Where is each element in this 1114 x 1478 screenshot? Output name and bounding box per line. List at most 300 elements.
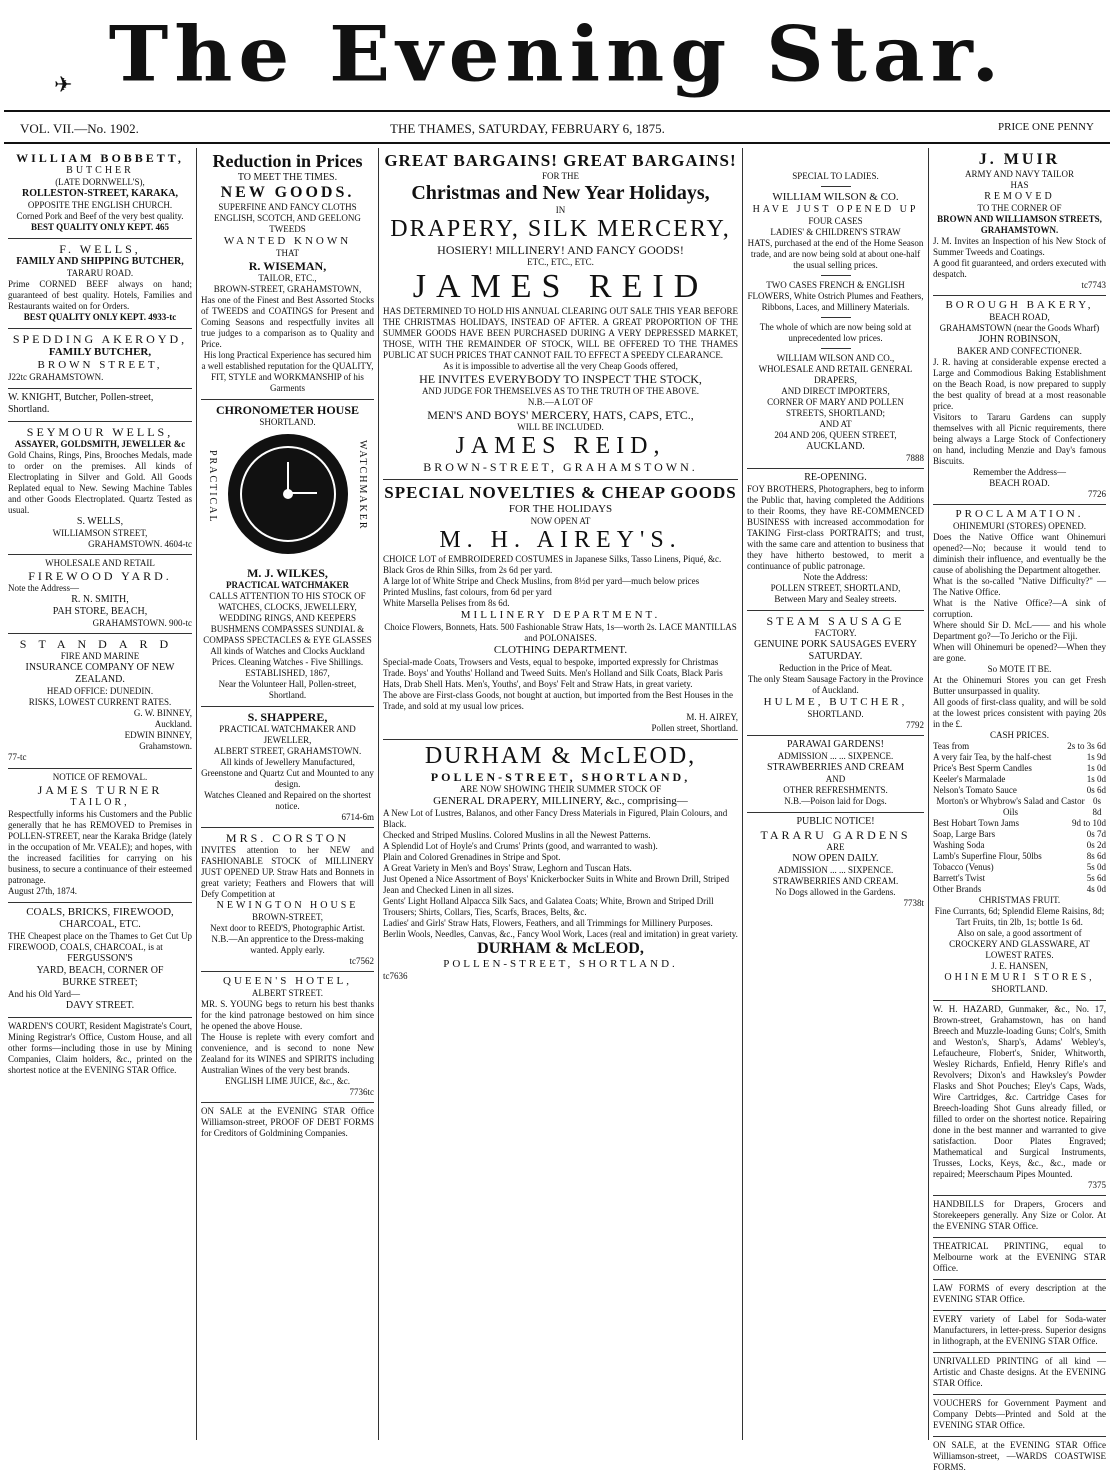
ad-heading: JAMES REID: [412, 268, 709, 305]
price-row: [933, 829, 1106, 840]
ad-line: Note the Address:: [803, 572, 868, 582]
ad-line: Near the Volunteer Hall, Pollen-street, Shortland.: [218, 679, 357, 700]
ad-line: YARD, BEACH, CORNER OF: [36, 965, 164, 976]
ad-line: STRAWBERRIES AND CREAM.: [772, 876, 899, 886]
ad-line: ASSAYER, GOLDSMITH, JEWELLER &c: [14, 439, 186, 449]
ad-line: M. H. AIREY,: [686, 712, 738, 722]
column-5: [929, 148, 1110, 1472]
ad-line: AND DIRECT IMPORTERS,: [781, 386, 890, 396]
ad-ref: GRAHAMSTOWN. 900-tc: [92, 618, 192, 628]
price-row: [933, 763, 1106, 774]
ad-line: SUPERFINE AND FANCY CLOTHS: [218, 202, 357, 212]
price-item: Washing Soda: [933, 840, 985, 850]
ad-body: N.B.—An apprentice to the Dress-making wanted. Apply early.: [211, 934, 364, 955]
ad-body: Gents' Light Holland Alpacca Silk Sacs, and Galatea Coats; White, Brown and Striped Drill Trousers; Shirts, Collars, Ties, Scarfs, Braces, Belts, &c.: [383, 896, 714, 917]
ad-line: ARE: [826, 842, 845, 852]
dateline-rule: [4, 142, 1110, 144]
ad-firewood-yard: [8, 555, 192, 634]
small-ads: [933, 1196, 1106, 1478]
price-row: [933, 741, 1106, 752]
ad-line: As it is impossible to advertise all the very Cheap Goods offered,: [443, 361, 678, 371]
ad-heading: PROCLAMATION.: [955, 508, 1084, 520]
ad-ref: J22tc GRAHAMSTOWN.: [8, 372, 104, 382]
ad-line: S. WELLS,: [76, 516, 124, 527]
ad-heading: BOROUGH BAKERY,: [945, 299, 1094, 311]
ad-line: WHOLESALE AND RETAIL: [45, 558, 155, 568]
ad-wells-butcher: [8, 239, 192, 329]
ad-line: DAVY STREET.: [65, 1000, 135, 1011]
ad-heading: TARARU GARDENS: [760, 828, 911, 842]
dateline: [0, 118, 1114, 142]
price-value: 0s 6d: [1086, 785, 1106, 795]
newspaper-title: The Evening Star.: [108, 9, 1006, 99]
ad-body: FOY BROTHERS, Photographers, beg to inform the Public that, having completed the Additions to their Rooms, they have RE-COMMENCED BUSINESS with increased accommodation for TAKING First-class PORTRAITS; and trust, with the same care and attention to business that they have hitherto bestowed, to merit a continuance of public patronage.: [747, 484, 924, 571]
ad-line: FACTORY.: [814, 628, 857, 638]
ad-heading: STEAM SAUSAGE: [766, 614, 905, 628]
ad-ref: tc7636: [383, 971, 408, 981]
price-item: Best Hobart Town Jams: [933, 818, 1019, 828]
ad-subheading: CASH PRICES.: [989, 730, 1050, 740]
ad-line: OPPOSITE THE ENGLISH CHURCH.: [27, 200, 173, 210]
ad-body: TWO CASES FRENCH & ENGLISH FLOWERS, White Ostrich Plumes and Feathers, Ribbons, Laces, and Millinery Materials.: [747, 280, 924, 312]
ad-line: FOUR CASES: [808, 216, 863, 226]
ad-line: WILLIAM WILSON AND CO.,: [776, 353, 895, 363]
price-item: Barrett's Twist: [933, 873, 986, 883]
ad-line: NOW OPEN DAILY.: [792, 853, 879, 864]
ad-body: J. M. Invites an Inspection of his New Stock of Summer Tweeds and Coatings.: [933, 236, 1106, 257]
small-notice: ON SALE, at the EVENING STAR Office Williamson-street, —WARDS COASTWISE FORMS.: [933, 1440, 1106, 1472]
ad-ref: GRAHAMSTOWN. 4604-tc: [88, 539, 192, 549]
ad-line: 204 AND 206, QUEEN STREET,: [774, 430, 897, 440]
ad-body: Ladies' and Girls' Straw Hats, Flowers, Feathers, and all Trimmings for Millinery Purposes.: [383, 918, 713, 928]
ad-line: RISKS, LOWEST CURRENT RATES.: [28, 697, 172, 707]
ad-line: POLLEN-STREET, SHORTLAND.: [443, 958, 678, 970]
ad-line: Next door to REED'S, Photographic Artist.: [210, 923, 365, 933]
ad-line: JEWELLER,: [263, 735, 312, 745]
ad-line: TO THE CORNER OF: [977, 203, 1062, 213]
price-value: 0s 8d: [1092, 796, 1102, 817]
ad-body: HAS DETERMINED TO HOLD HIS ANNUAL CLEARING OUT SALE THIS YEAR BEFORE THE CHRISTMAS HOLIDAYS, INSTEAD OF AFTER. A GREAT PROPORTION OF THE SUMMER GOODS HAVE BEEN PURCHASED DURING A VERY DEPRESSED MARKET, THOSE, WITH THE REMAINDER OF STOCK, WILL BE OFFERED TO THE THAMES PUBLIC AT SUCH PRICES THAT CANNOT FAIL TO EFFECT A SPEEDY CLEARANCE.: [383, 306, 738, 360]
ad-borough-bakery: [933, 296, 1106, 505]
ad-body: A New Lot of Lustres, Balanos, and other Fancy Dress Materials in Figured, Plain Colours, and Black.: [383, 808, 728, 829]
ad-heading: SEYMOUR WELLS,: [26, 425, 174, 439]
ad-body: All kinds of Watches and Clocks Auckland Prices. Cleaning Watches - Five Shillings.: [210, 646, 365, 667]
ad-line: BROWN-STREET,: [251, 912, 324, 922]
ad-line: SHORTLAND.: [991, 984, 1048, 994]
ad-foy-brothers: [747, 469, 924, 611]
price-item: Nelson's Tomato Sauce: [933, 785, 1017, 795]
ad-line: BROWN STREET,: [37, 359, 163, 371]
ad-line: So MOTE IT BE.: [987, 664, 1052, 674]
ad-line: FOR THE HOLIDAYS: [508, 503, 613, 515]
ad-line: N.B.—Poison laid for Dogs.: [784, 796, 887, 806]
ad-line: TAILOR,: [70, 797, 130, 808]
ad-heading: DURHAM & McLEOD,: [477, 940, 644, 957]
ad-heading: Reduction in Prices: [212, 151, 363, 171]
ad-body: A Splendid Lot of Hoyle's and Crums' Prints (good, and warranted to wash).: [383, 841, 658, 851]
ad-body: ON SALE at the EVENING STAR Office Williamson-street, PROOF OF DEBT FORMS for Creditors of Goldmining Companies.: [201, 1106, 374, 1138]
price-row: [933, 752, 1106, 763]
ad-body: What is the Native Office?—A sink of corruption.: [933, 598, 1106, 619]
ad-body: THE Cheapest place on the Thames to Get Cut Up FIREWOOD, COALS, CHARCOAL, is at: [8, 931, 192, 952]
price-item: Keeler's Marmalade: [933, 774, 1006, 784]
ad-line: MEN'S AND BOYS' MERCERY, HATS, CAPS, ETC.,: [427, 408, 694, 422]
ad-line: CORNER OF MARY AND POLLEN STREETS, SHORTLAND;: [767, 397, 904, 418]
ad-body: Does the Native Office want Ohinemuri opened?—No; because it would tend to diminish their influence, and eventually be the cause of abolishing the Department altogether.: [933, 532, 1106, 575]
price-item: Soap, Large Bars: [933, 829, 996, 839]
ad-body: Just Opened a Nice Assortment of Boys' Knickerbocker Suits in White and Brown Drill, Striped Jean and Checked Linen in all sizes.: [383, 874, 730, 895]
ad-body: The whole of which are now being sold at unprecedented low prices.: [759, 322, 912, 343]
ad-line: FAMILY AND SHIPPING BUTCHER,: [16, 256, 184, 267]
price-item: Lamb's Superfine Flour, 50lbs: [933, 851, 1042, 861]
ad-ref: tc7562: [349, 956, 374, 966]
column-2: [197, 148, 378, 1440]
ad-ref: tc7743: [1081, 280, 1106, 290]
ad-line: FIRE AND MARINE: [60, 651, 140, 661]
ad-heading: DRAPERY, SILK MERCERY,: [390, 216, 731, 242]
ad-line: WHOLESALE AND RETAIL GENERAL DRAPERS,: [758, 364, 913, 385]
price-value: 9d to 10d: [1071, 818, 1106, 828]
price-value: 0s 7d: [1086, 829, 1106, 839]
ad-line: Note the Address—: [8, 583, 79, 593]
ad-line: HEAD OFFICE: DUNEDIN.: [46, 686, 154, 696]
ad-wilkes: [201, 400, 374, 707]
price-value: 5s 6d: [1086, 873, 1106, 883]
ad-heading: HULME, BUTCHER,: [763, 696, 908, 708]
price-item: Other Brands: [933, 884, 982, 894]
vertical-label: WATCHMAKER: [357, 440, 368, 531]
ad-heading: Christmas and New Year Holidays,: [411, 182, 710, 204]
price-list: [933, 741, 1106, 895]
ad-body: The above are First-class Goods, not bought at auction, but imported from the Best Houses in the Trade, and sold at my usual low prices.: [383, 690, 733, 711]
ad-heading: S. SHAPPERE,: [247, 710, 328, 724]
ad-line: GRAHAMSTOWN (near the Goods Wharf): [939, 323, 1100, 333]
ad-airey: [383, 480, 738, 740]
ad-line: NEWINGTON HOUSE: [216, 900, 359, 911]
ad-ref: 6714-6m: [341, 812, 374, 822]
ad-ref: 7726: [1088, 489, 1106, 499]
ad-wiseman: [201, 148, 374, 400]
ad-line: CROCKERY AND GLASSWARE, AT LOWEST RATES.: [949, 939, 1090, 960]
ad-body: WARDEN'S COURT, Resident Magistrate's Court, Mining Registrar's Office, Custom House, and all other forms—including those in use by Mining Companies, Claim holders, &c., printed on the shortest notice at the EVENING STAR Office.: [8, 1021, 192, 1075]
ad-body: A large lot of White Stripe and Check Muslins, from 8½d per yard—much below prices: [383, 576, 700, 586]
ad-heading: JAMES TURNER: [37, 783, 163, 797]
ad-ref: 77-tc: [8, 752, 27, 762]
ad-line: Also on sale, a good assortment of: [957, 928, 1082, 938]
ad-heading: FIREWOOD YARD.: [28, 569, 172, 583]
place-date: THE THAMES, SATURDAY, FEBRUARY 6, 1875.: [390, 121, 665, 136]
top-rule: [4, 110, 1110, 112]
ad-body: HATS, purchased at the end of the Home Season trade, and are now being sold at about one-half the usual selling prices.: [747, 238, 924, 270]
ad-line: JOHN ROBINSON,: [978, 334, 1061, 345]
ad-heading: R. WISEMAN,: [248, 259, 327, 273]
ad-line: BEST QUALITY ONLY KEPT. 465: [31, 222, 169, 232]
ad-line: ROLLESTON-STREET, KARAKA,: [21, 188, 179, 199]
ad-heading: CHRONOMETER HOUSE: [215, 403, 359, 417]
ad-line: INSURANCE COMPANY OF NEW ZEALAND.: [25, 662, 175, 685]
ad-subheading: CHRISTMAS FRUIT.: [978, 895, 1061, 905]
ad-proof-of-debt: [201, 1103, 374, 1144]
ad-body: What is the so-called "Native Difficulty?" —The Native Office.: [933, 576, 1106, 597]
price-row: [933, 884, 1106, 895]
small-notice: VOUCHERS for Government Payment and Company Debts—Printed and Sold at the EVENING STAR Office.: [933, 1395, 1106, 1437]
ad-heading: QUEEN'S HOTEL,: [223, 975, 352, 987]
ad-line: TO MEET THE TIMES.: [237, 172, 338, 183]
ad-heading: WILLIAM WILSON & CO.: [772, 191, 899, 203]
ad-line: STRAWBERRIES AND CREAM: [767, 762, 904, 773]
price-row: [933, 785, 1106, 796]
small-notice: EVERY variety of Label for Soda-water Manufacturers, in letter-press. Superior designs in lithograph, at the EVENING STAR Office.: [933, 1311, 1106, 1353]
price-value: 1s 0d: [1086, 763, 1106, 773]
ad-line: R. N. SMITH,: [71, 594, 129, 605]
ad-body: Plain and Colored Grenadines in Stripe and Spot.: [383, 852, 561, 862]
ad-line: BAKER AND CONFECTIONER.: [957, 346, 1082, 356]
ad-line: BEST QUALITY ONLY KEPT. 4933-tc: [23, 312, 177, 322]
ad-line: Pollen street, Shortland.: [651, 723, 738, 733]
price-value: 1s 9d: [1086, 752, 1106, 762]
price: PRICE ONE PENNY: [998, 121, 1094, 133]
ad-heading: STANDARD: [19, 637, 181, 651]
column-1: [4, 148, 196, 1440]
masthead: [0, 0, 1114, 108]
ad-body: J. R. having at considerable expense erected a Large and Commodious Baking Establishment on the Beach Road, is now prepared to supply the best quality of bread at a most reasonable price.: [933, 357, 1106, 411]
ad-body: Gold Chains, Rings, Pins, Brooches Medals, made to order on the premises. All kinds of Electroplating in Silver and Gold. All Goods Replated equal to New. Sewing Machine Tables and other Goods Electroplated. Quartz Tested as usual.: [8, 450, 192, 515]
ad-line: AND AT: [819, 419, 852, 429]
ad-subheading: MILLINERY DEPARTMENT.: [460, 609, 661, 621]
ad-heading: NEW GOODS.: [220, 184, 355, 201]
ad-line: ENGLISH, SCOTCH, AND GEELONG TWEEDS: [214, 213, 361, 234]
ad-line: AUCKLAND.: [806, 441, 865, 452]
column-3: [379, 148, 742, 1440]
ad-line: FAMILY BUTCHER,: [48, 346, 152, 358]
ad-fergusson: [8, 903, 192, 1018]
ad-body: Respectfully informs his Customers and the Public generally that he has REMOVED to Premises in POLLEN-STREET, near the Karaka Bridge (lately in the occupation of Mr. VEALE); and hopes, with the increased facilities for carrying on his business, to secure a continuance of their esteemed patronage.: [8, 809, 192, 885]
ad-heading: JAMES REID,: [455, 433, 666, 459]
ad-line: ETC., ETC., ETC.: [527, 257, 594, 267]
ad-line: ESTABLISHED, 1867,: [245, 668, 330, 678]
ad-line: OTHER REFRESHMENTS.: [783, 785, 888, 795]
ad-william-wilson: [747, 148, 924, 469]
ad-line: CHARCOAL, ETC.: [59, 919, 141, 930]
ad-line: BUTCHER: [66, 165, 134, 176]
price-item: Teas from: [933, 741, 970, 751]
ad-line: TAILOR, ETC.,: [258, 273, 317, 283]
price-row: [933, 873, 1106, 884]
ad-body: When will Ohinemuri be opened?—When they are gone.: [933, 642, 1106, 663]
small-notice: THEATRICAL PRINTING, equal to Melbourne work at the EVENING STAR Office.: [933, 1238, 1106, 1280]
ad-line: SPECIAL TO LADIES.: [792, 171, 879, 181]
ad-line: TARARU ROAD.: [66, 268, 134, 278]
price-item: A very fair Tea, by the half-chest: [933, 752, 1052, 762]
ad-heading: RE-OPENING.: [804, 472, 867, 483]
ad-body: Printed Muslins, fast colours, from 6d per yard: [383, 587, 552, 597]
price-value: 1s 0d: [1086, 774, 1106, 784]
ad-body: CHOICE LOT of EMBROIDERED COSTUMES in Japanese Silks, Tasso Linens, Piqué, &c. Black Gros de Rhin Silks, from 2s 6d per yard.: [383, 554, 722, 575]
ad-line: BROWN-STREET, GRAHAMSTOWN,: [213, 284, 362, 294]
ad-heading: F. WELLS,: [59, 242, 141, 256]
ad-body: All kinds of Jewellery Manufactured, Greenstone and Quartz Cut and Mounted to any design.: [201, 757, 374, 789]
price-item: Price's Best Sperm Candles: [933, 763, 1032, 773]
ad-line: HAVE JUST OPENED UP: [752, 204, 919, 215]
ad-heading: WILLIAM BOBBETT,: [16, 151, 184, 165]
ad-heading: DURHAM & McLEOD,: [424, 743, 697, 769]
clock-icon: [228, 434, 348, 554]
ad-line: August 27th, 1874.: [8, 886, 78, 896]
ad-seymour-wells: [8, 422, 192, 555]
ad-line: Remember the Address—: [973, 467, 1066, 477]
ad-body: White Marsella Pelises from 8s 6d.: [383, 598, 510, 608]
ad-body: Choice Flowers, Bonnets, Hats. 500 Fashionable Straw Hats, 1s—worth 2s. LACE MANTILLAS and POLONAISES.: [384, 622, 737, 643]
volume-number: VOL. VII.—No. 1902.: [20, 121, 139, 136]
ad-heading: M. H. AIREY'S.: [439, 527, 682, 553]
ad-line: Auckland.: [154, 719, 192, 729]
ad-line: BEACH ROAD,: [989, 312, 1050, 322]
ad-line: WILL BE INCLUDED.: [517, 422, 604, 432]
ad-line: IN: [555, 205, 566, 215]
ad-james-reid: [383, 148, 738, 480]
ad-line: And his Old Yard—: [8, 989, 81, 999]
ad-line: POLLEN STREET, SHORTLAND,: [770, 583, 901, 593]
ad-body: At the Ohinemuri Stores you can get Fresh Butter unsurpassed in quality.: [933, 675, 1106, 696]
price-item: Tobacco (Venus): [933, 862, 994, 872]
ad-ref: 7375: [1088, 1180, 1106, 1190]
ad-line: PRACTICAL WATCHMAKER AND: [219, 724, 356, 734]
price-row: [933, 851, 1106, 862]
price-row: [933, 774, 1106, 785]
ad-line: ARMY AND NAVY TAILOR: [964, 169, 1075, 179]
ad-body: MR. S. YOUNG begs to return his best thanks for the kind patronage bestowed on him since he opened the above House.: [201, 999, 374, 1031]
ad-ref: 7736tc: [349, 1087, 374, 1097]
small-notice: UNRIVALLED PRINTING of all kind —Artistic and Chaste designs. At the EVENING STAR Office.: [933, 1353, 1106, 1395]
ad-line: GENERAL DRAPERY, MILLINERY, &c., comprising—: [433, 795, 688, 807]
ad-body: Prime CORNED BEEF always on hand; guaranteed of best quality. Hotels, Families and Restaurants waited on for Orders.: [8, 279, 192, 311]
ad-body: His long Practical Experience has secured him a well established reputation for the QUALITY, FIT, STYLE and WORKMANSHIP of his Garments: [201, 350, 374, 393]
ad-line: ALBERT STREET, GRAHAMSTOWN.: [213, 746, 362, 756]
ad-line: ENGLISH LIME JUICE, &c., &c.: [225, 1076, 350, 1086]
ad-heading: MRS. CORSTON: [225, 831, 350, 845]
ad-turner-removal: [8, 769, 192, 903]
ad-line: NOW OPEN AT: [530, 516, 591, 526]
ad-heading: PUBLIC NOTICE!: [796, 816, 875, 827]
ad-body: Checked and Striped Muslins. Colored Muslins in all the Newest Patterns.: [383, 830, 651, 840]
price-value: 4s 0d: [1086, 884, 1106, 894]
vertical-label: PRACTICAL: [207, 450, 218, 524]
ad-line: BROWN AND WILLIAMSON STREETS, GRAHAMSTOWN.: [937, 214, 1102, 235]
price-item: Morton's or Whybrow's Salad and Castor Oils: [936, 796, 1085, 817]
ad-body: Where should Sir D. McL—— and his whole Department go?—To Jericho or the Fiji.: [933, 620, 1106, 641]
ad-line: ALBERT STREET.: [251, 988, 324, 998]
ad-body: All goods of first-class quality, and will be sold at the lowest prices consistent with paying 20s in the £.: [933, 697, 1106, 729]
ad-line: ADMISSION ... ... SIXPENCE.: [777, 751, 894, 761]
ad-heading: SPECIAL NOVELTIES & CHEAP GOODS: [384, 483, 737, 502]
ad-standard-insurance: [8, 634, 192, 769]
ad-heading: SPEDDING AKEROYD,: [12, 332, 188, 346]
price-value: 0s 2d: [1086, 840, 1106, 850]
ad-body: Corned Pork and Beef of the very best quality.: [16, 211, 184, 221]
ad-line: AND: [825, 774, 846, 784]
ad-body: CALLS ATTENTION TO HIS STOCK OF WATCHES, CLOCKS, JEWELLERY, WEDDING RINGS, AND KEEPERS: [209, 591, 366, 623]
ad-body: Fine Currants, 6d; Splendid Eleme Raisins, 8d; Tart Fruits, tin 2lb, 1s; bottle 1s 6d.: [934, 906, 1105, 927]
ad-body: The House is replete with every comfort and convenience, and is second to none New Zealand for its WINES and SPIRITS including Australian Wines of the very best brands.: [201, 1032, 374, 1075]
ad-line: Between Mary and Sealey streets.: [774, 594, 897, 604]
ad-body: Special-made Coats, Trowsers and Vests, equal to bespoke, imported expressly for Christmas Trade. Boys' and Youths' Holland and Tweed Suits. Men's Holland and Silk Coats, Black Paris Hats, Drab Shell Hats. Men's, Youths', and Boys' Felt and Straw Hats, in great variety.: [383, 657, 723, 689]
ad-line: WILLIAMSON STREET,: [52, 528, 148, 538]
ad-line: HOSIERY! MILLINERY! AND FANCY GOODS!: [437, 243, 684, 257]
ad-line: BURKE STREET;: [62, 977, 138, 988]
ad-line: BROWN-STREET, GRAHAMSTOWN.: [423, 460, 698, 474]
ad-heading: GREAT BARGAINS! GREAT BARGAINS!: [384, 151, 737, 170]
ad-line: ADMISSION ... ... SIXPENCE.: [777, 865, 894, 875]
ad-line: HE INVITES EVERYBODY TO INSPECT THE STOCK,: [419, 372, 702, 386]
ad-line: THAT: [276, 248, 299, 258]
ad-line: PAH STORE, BEACH,: [52, 606, 148, 617]
ad-line: OHINEMURI STORES,: [944, 972, 1095, 983]
ad-queens-hotel: [201, 972, 374, 1103]
ad-line: ARE NOW SHOWING THEIR SUMMER STOCK OF: [459, 784, 662, 794]
ad-line: Reduction in the Price of Meat.: [779, 663, 892, 673]
ad-line: AND JUDGE FOR THEMSELVES AS TO THE TRUTH OF THE ABOVE.: [422, 386, 699, 396]
ad-line: SHORTLAND.: [259, 417, 316, 427]
price-row: [933, 862, 1106, 873]
ad-line: No Dogs allowed in the Gardens.: [775, 887, 896, 897]
ad-line: BEACH ROAD.: [989, 478, 1050, 488]
ad-ref: 7792: [906, 720, 924, 730]
price-value: 2s to 3s 6d: [1067, 741, 1106, 751]
ad-body: INVITES attention to her NEW and FASHIONABLE STOCK of MILLINERY JUST OPENED UP. Straw Hats and Bonnets in great variety; Feathers and Flowers that will Defy Competition at: [201, 845, 374, 899]
ad-ref: 7738t: [903, 898, 924, 908]
ad-body: W. H. HAZARD, Gunmaker, &c., No. 17, Brown-street, Grahamstown, has on hand Breech and Muzzle-loading Guns; Colt's, Smith and Weston's, Sharp's, Adams' Webley's, Lefaucheure, Flobert's, Snider, Whitworth, Wesley Richards, Enfield, Henry Rifle's and Revolvers; Dixon's and Hawksley's Powder Flasks and Shot Pouches; Eley's Caps, Wads, Wire Cartridges, &c. Cartridge Cases for Breech-loading Shot Guns already filled, or filled to order on the shortest notice. Repairing done in the best manner and warranted to give satisfaction. Door Plates Engraved; Mathematical and Surgical Instruments, Trusses, Locks, Keys, &c., &c., made or repaired; Meerschaum Pipes Mounted.: [933, 1004, 1106, 1179]
ad-line: REMOVED: [984, 191, 1055, 202]
ad-shappere: [201, 707, 374, 828]
ad-tararu-gardens: [747, 813, 924, 913]
ad-body: W. KNIGHT, Butcher, Pollen-street, Shortland.: [8, 392, 154, 415]
ad-heading: M. J. WILKES,: [247, 566, 328, 580]
ad-line: FERGUSSON'S: [67, 953, 133, 964]
ad-heading: COALS, BRICKS, FIREWOOD,: [26, 906, 174, 918]
ad-body: Watches Cleaned and Repaired on the shortest notice.: [204, 790, 371, 811]
ad-proclamation: [933, 505, 1106, 1001]
ad-line: SHORTLAND.: [807, 709, 864, 719]
ad-line: POLLEN-STREET, SHORTLAND,: [430, 770, 691, 784]
ad-heading: PARAWAI GARDENS!: [787, 739, 884, 750]
ad-parawai-gardens: [747, 736, 924, 813]
ad-line: EDWIN BINNEY,: [124, 730, 192, 740]
ad-line: OHINEMURI (STORES) OPENED.: [952, 521, 1087, 531]
ad-bobbett: [8, 148, 192, 239]
ad-sausage-factory: [747, 611, 924, 736]
ad-line: J. E. HANSEN,: [991, 961, 1048, 971]
ad-line: HAS: [1010, 180, 1029, 190]
price-row: [933, 840, 1106, 851]
ad-muir: [933, 148, 1106, 296]
ad-line: LADIES' & CHILDREN'S STRAW: [770, 227, 901, 237]
ad-line: N.B.—A LOT OF: [527, 397, 594, 407]
ad-ref: 7888: [906, 453, 924, 463]
ad-warden: [8, 1018, 192, 1081]
ad-body: A Great Variety in Men's and Boys' Straw, Leghorn and Tuscan Hats.: [383, 863, 632, 873]
small-notice: HANDBILLS for Drapers, Grocers and Storekeepers generally. Any Size or Color. At the EVENING STAR Office.: [933, 1196, 1106, 1238]
ad-knight: [8, 389, 192, 422]
column-4: [743, 148, 928, 1440]
price-value: 8s 6d: [1086, 851, 1106, 861]
ad-hazard: [933, 1001, 1106, 1196]
ad-line: WANTED KNOWN: [223, 235, 352, 247]
ad-heading: J. MUIR: [978, 151, 1061, 168]
ad-akeroyd: [8, 329, 192, 389]
price-row: [933, 818, 1106, 829]
ad-body: Visitors to Tararu Gardens can supply themselves with all Picnic requirements, there being always a Large Stock of Confectionery on hand, including Menzie and Day's famous Biscuits.: [933, 412, 1106, 466]
price-row: [933, 796, 1106, 818]
